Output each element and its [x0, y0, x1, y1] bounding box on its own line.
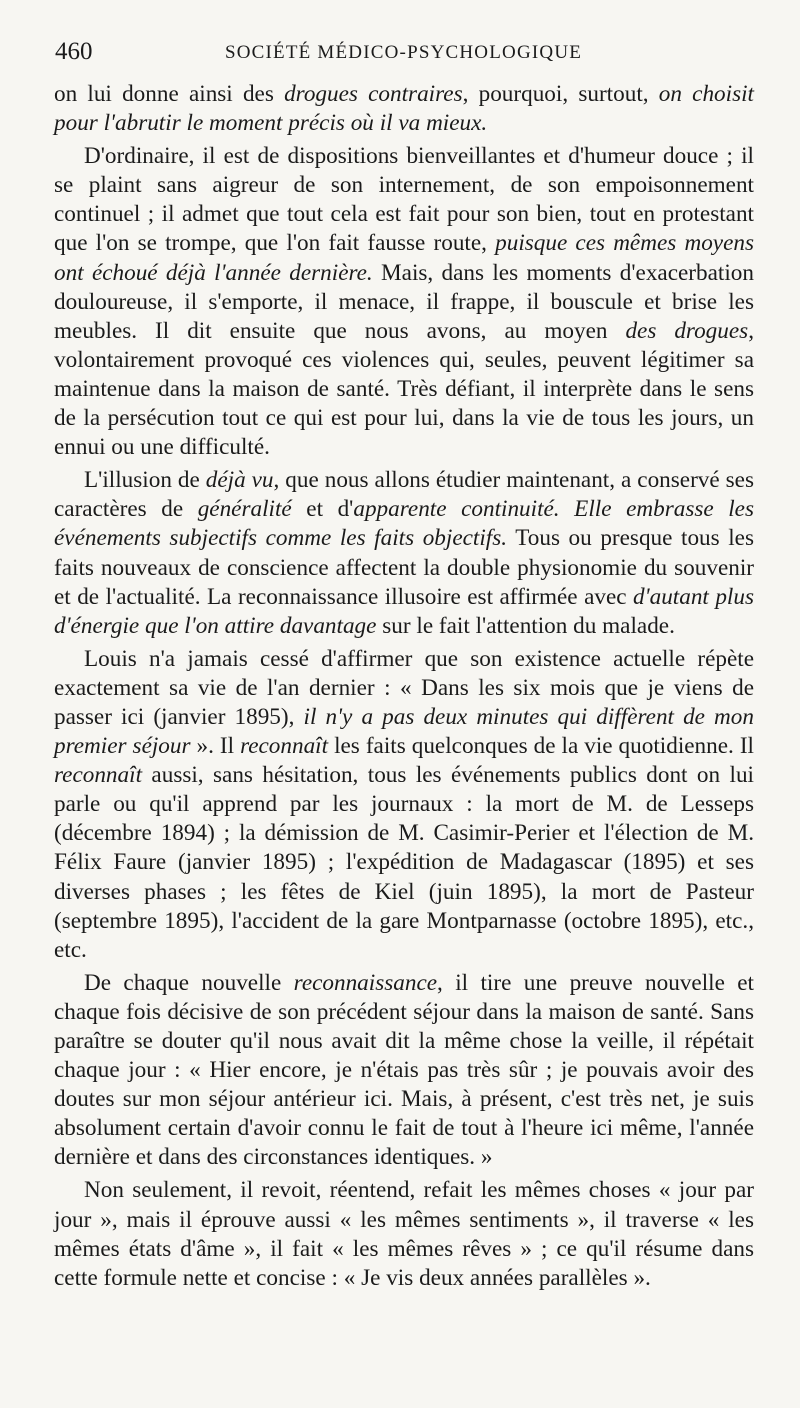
italic-span: généralité — [197, 496, 292, 523]
italic-span: il n'y a pas deux minutes qui diffèrent de mon premier séjour — [54, 703, 754, 760]
paragraph — [54, 1176, 754, 1292]
text-span: Louis n'a jamais cessé d'affirmer que son existence actuelle répète exactement sa vie de l'an dernier : « Dans les six mois que je viens de passer ici (janvier 1895), — [54, 645, 754, 730]
italic-span: puisque ces mêmes moyens ont échoué déjà l'année dernière. — [54, 230, 754, 286]
text-span: , pourquoi, surtout, — [462, 81, 659, 107]
running-title: SOCIÉTÉ MÉDICO-PSYCHOLOGIQUE — [224, 42, 583, 63]
text-span: Non seulement, il revoit, réentend, refait les mêmes choses « jour par jour », mais il éprouve aussi « les mêmes sentiments », il traverse « les mêmes états d'âme », il fait « les mêmes rêves » ; ce qu'il résume dans cette formule nette et concise : « Je vis deux années parallèles ». — [54, 1177, 754, 1291]
text-span: on lui donne ainsi des — [54, 81, 285, 107]
italic-span: on choisit pour l'abrutir le moment précis où il va mieux. — [54, 81, 754, 137]
paragraph — [54, 142, 754, 462]
page-number: 460 — [55, 38, 93, 65]
italic-span: reconnaît — [54, 762, 143, 789]
text-span: D'ordinaire, il est de dispositions bienveillantes et d'humeur douce ; il se plaint sans aigreur de son internement, de son empoisonnement continuel ; il admet que tout cela est fait pour son bien, tout en protestant que l'on se trompe, que l'on fait fausse route, — [54, 143, 754, 257]
text-span: L'illusion de — [84, 467, 206, 494]
text-span: , que nous allons étudier maintenant, a conservé ses caractères de — [54, 467, 754, 523]
italic-span: apparente continuité. Elle embrasse les événements subjectifs comme les faits objectifs. — [54, 496, 754, 552]
paragraph — [54, 466, 754, 641]
paragraph — [54, 80, 754, 138]
text-span: , volontairement provoqué ces violences qui, seules, peuvent légitimer sa maintenue dans la maison de santé. Très défiant, il interprète dans le sens de la persécution tout ce qui est pour lui, dans la vie de tous les jours, un ennui ou une difficulté. — [54, 317, 754, 461]
page-header — [55, 38, 752, 78]
italic-span: d'autant plus d'énergie que l'on attire davantage — [54, 583, 754, 639]
text-span: et d' — [291, 496, 354, 523]
paragraph — [54, 645, 754, 965]
text-span: sur le fait l'attention du malade. — [376, 612, 675, 639]
italic-span: déjà vu — [205, 467, 274, 494]
text-span: Tous ou presque tous les faits nouveaux de conscience affectent la double physionomie du souvenir et de l'actualité. La reconnaissance illusoire est affirmée avec — [54, 525, 754, 610]
text-span: Mais, dans les moments d'exacerbation douloureuse, il s'emporte, il menace, il frappe, il bouscule et brise les meubles. Il dit ensuite que nous avons, au moyen — [54, 259, 754, 344]
italic-span: des drogues — [625, 317, 749, 344]
italic-span: reconnaissance — [293, 969, 438, 996]
italic-span: drogues contraires — [284, 81, 463, 107]
italic-span: reconnaît — [240, 733, 329, 760]
text-span: , il tire une preuve nouvelle et chaque fois décisive de son précédent séjour dans la maison de santé. Sans paraître se douter qu'il nous avait dit la même chose la veille, il répétait chaque jour : « Hier encore, je n'étais pas très sûr ; je pouvais avoir des doutes sur mon séjour antérieur ici. Mais, à présent, c'est très net, je suis absolument certain d'avoir connu le fait de tout à l'heure ici même, l'année dernière et dans des circonstances identiques. » — [54, 969, 754, 1171]
body-text — [54, 80, 754, 1297]
text-span: les faits quelconques de la vie quotidienne. Il — [328, 733, 754, 760]
text-span: ». Il — [190, 733, 241, 760]
text-span: De chaque nouvelle — [84, 969, 294, 996]
text-span: aussi, sans hésitation, tous les événements publics dont on lui parle ou qu'il apprend par les journaux : la mort de M. de Lesseps (décembre 1894) ; la démission de M. Casimir-Perier et l'élection de M. Félix Faure (janvier 1895) ; l'expédition de Madagascar (1895) et ses diverses phases ; les fêtes de Kiel (juin 1895), la mort de Pasteur (septembre 1895), l'accident de la gare Montparnasse (octobre 1895), etc., etc. — [54, 762, 754, 963]
paragraph — [54, 969, 754, 1173]
